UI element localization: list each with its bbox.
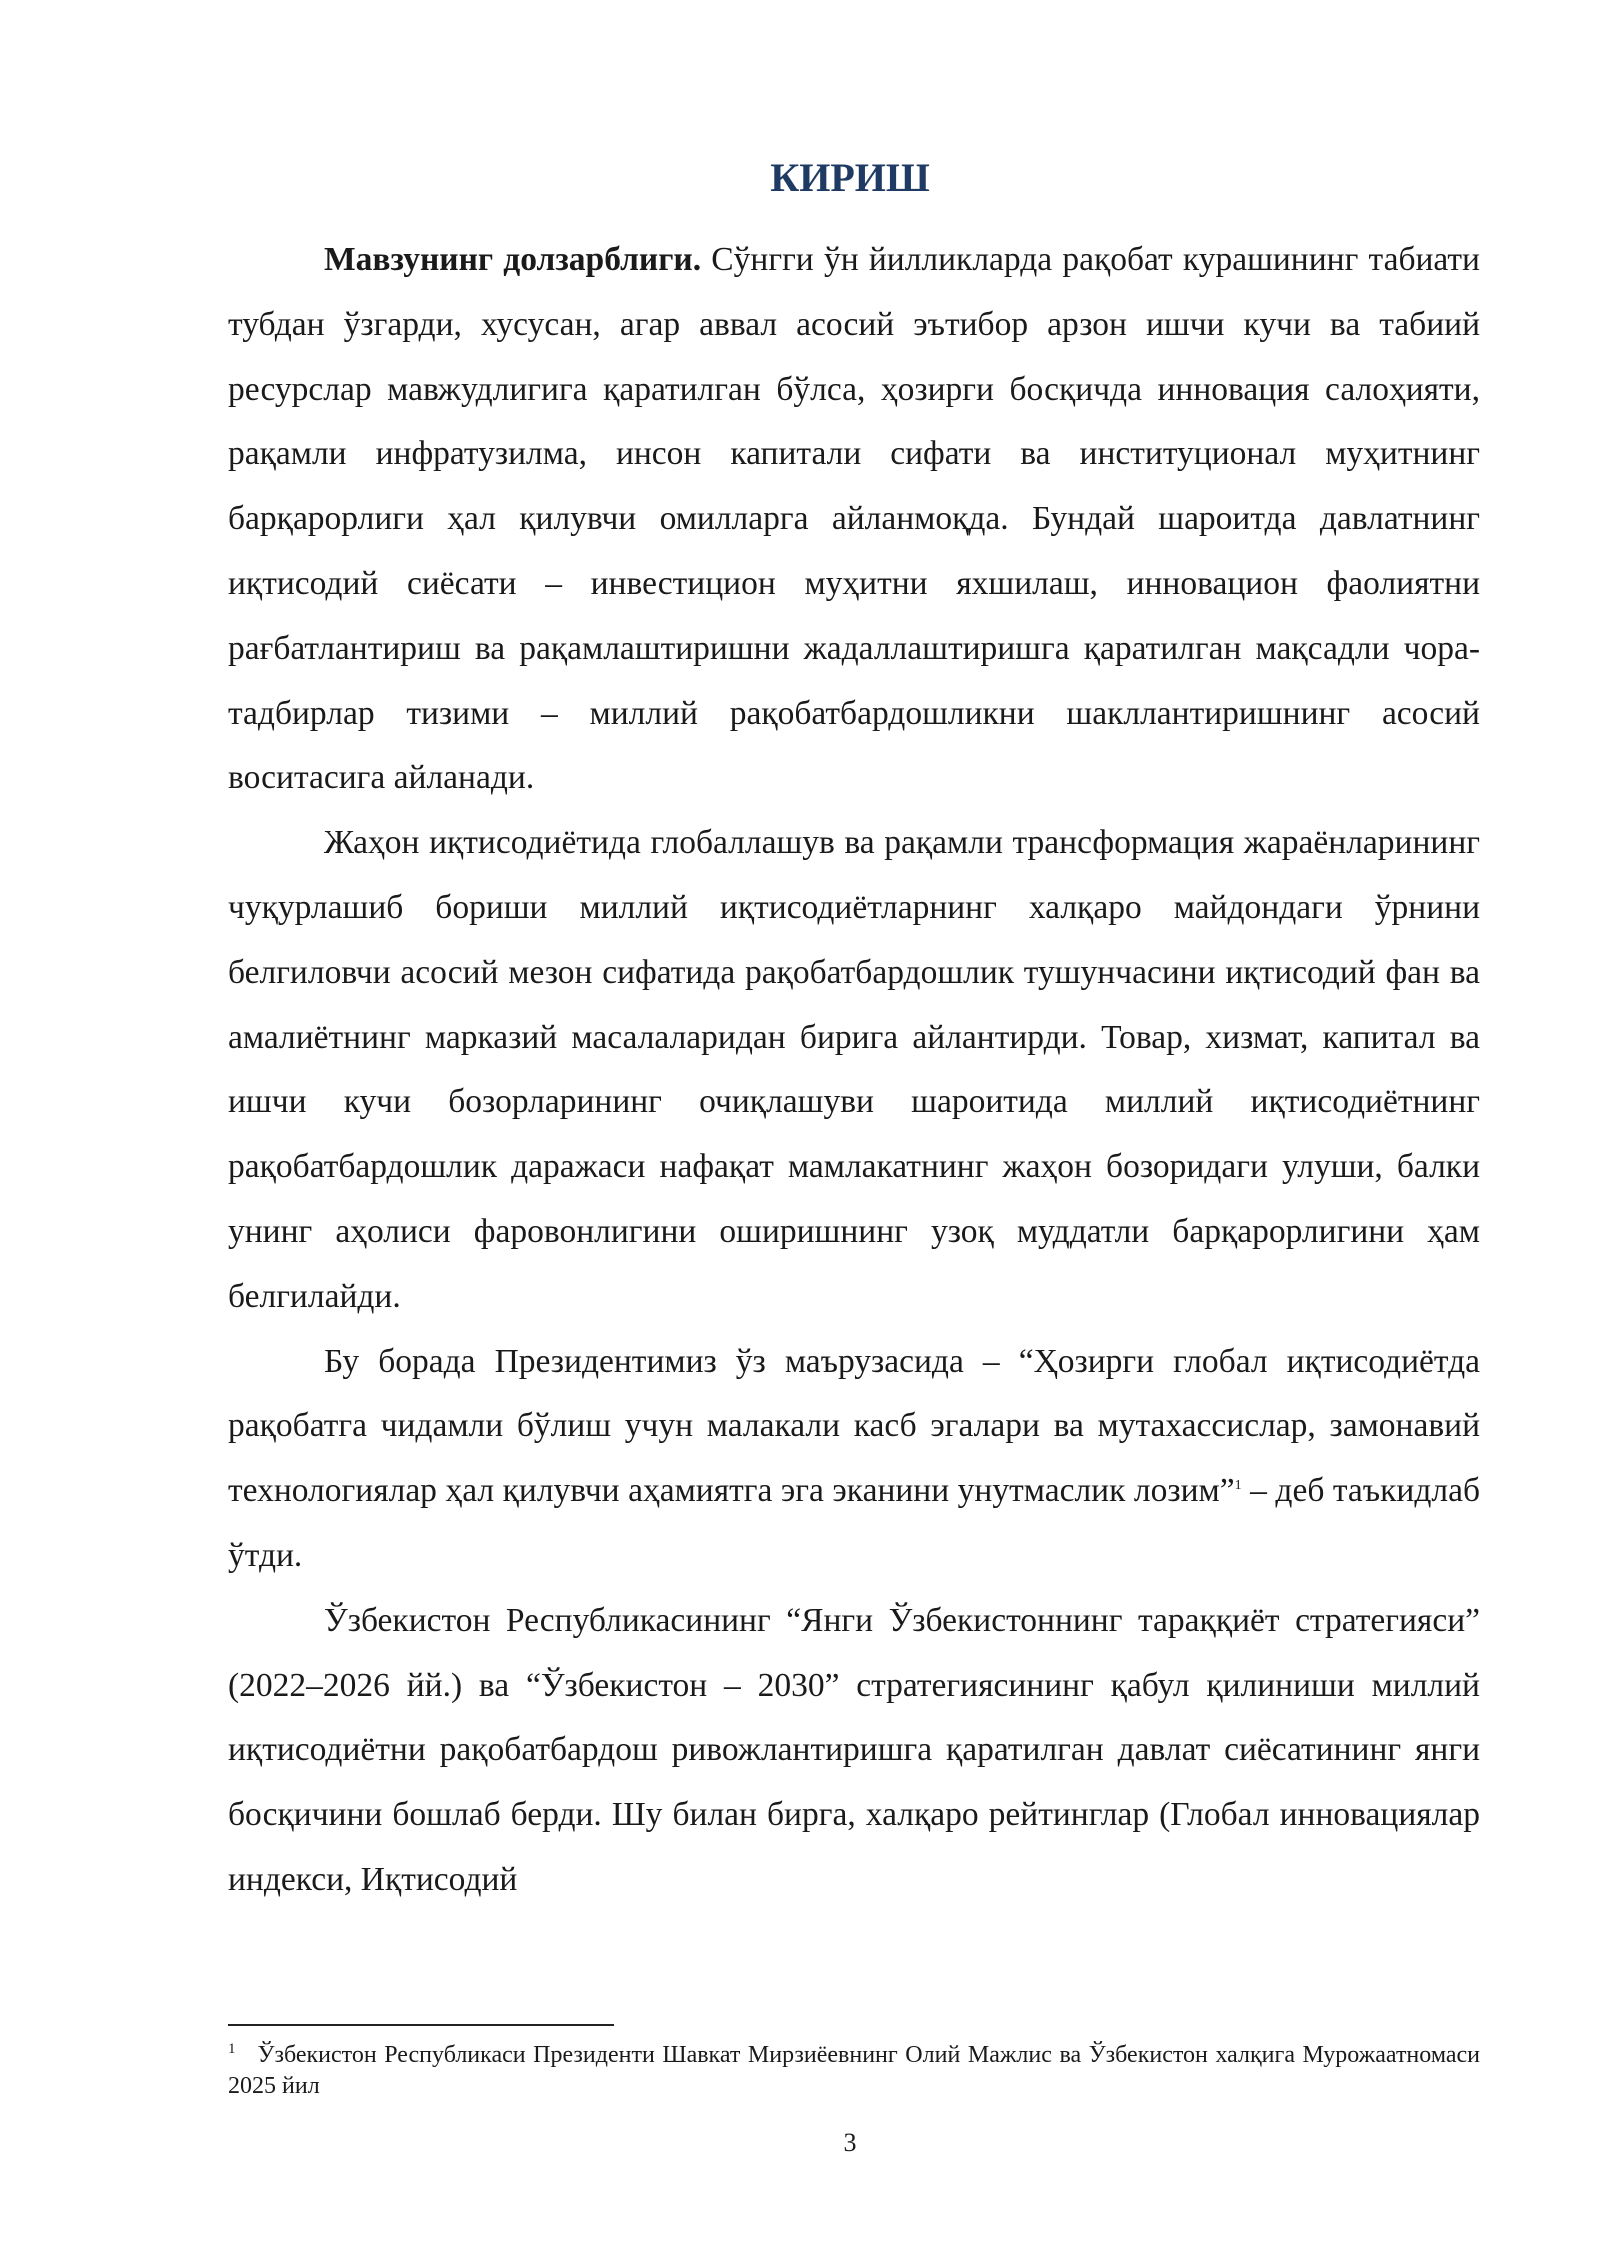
footnote (228, 2040, 1480, 2102)
footnote-mark: 1 (228, 2041, 236, 2057)
paragraph-text: Жаҳон иқтисодиётида глобаллашув ва рақамли трансформация жараёнларининг чуқурлашиб бориши миллий иқтисодиётларнинг халқаро майдондаги ўрнини белгиловчи асосий мезон сифатида рақобатбардошлик тушунчасини иқтисодий фан ва амалиётнинг марказий масалаларидан бирига айлантирди. Товар, хизмат, капитал ва ишчи кучи бозорларининг очиқлашуви шароитида миллий иқтисодиётнинг рақобатбардошлик даражаси нафақат мамлакатнинг жаҳон бозоридаги улуши, балки унинг аҳолиси фаровонлигини оширишнинг узоқ муддатли барқарорлигини ҳам белгилайди. (228, 824, 1480, 1315)
paragraph-text: – деб таъкидлаб ўтди. (228, 1472, 1481, 1574)
paragraph-president-quote (228, 1330, 1480, 1589)
footnote-reference[interactable]: 1 (1234, 1477, 1242, 1493)
paragraph-text: Ўзбекистон Республикасининг “Янги Ўзбекистоннинг тараққиёт стратегияси” (2022–2026 йй.) ва “Ўзбекистон – 2030” стратегиясининг қабул қилиниши миллий иқтисодиётни рақобатбардош ривожлантиришга қаратилган давлат сиёсатининг янги босқичини бошлаб берди. Шу билан бирга, халқаро рейтинглар (Глобал инновациялар индекси, Иқтисодий (228, 1601, 1480, 1898)
body-text (228, 228, 1480, 1913)
paragraph-globalization (228, 811, 1480, 1329)
paragraph-text: Сўнгги ўн йилликларда рақобат курашининг табиати тубдан ўзгарди, хусусан, агар аввал асосий эътибор арзон ишчи кучи ва табиий ресурслар мавжудлигига қаратилган бўлса, ҳозирги босқичда инновация салоҳияти, рақамли инфратузилма, инсон капитали сифати ва институционал муҳитнинг барқарорлиги ҳал қилувчи омилларга айланмоқда. Бундай шароитда давлатнинг иқтисодий сиёсати – инвестицион муҳитни яхшилаш, инновацион фаолиятни рағбатлантириш ва рақамлаштиришни жадаллаштиришга қаратилган мақсадли чора-тадбирлар тизими – миллий рақобатбардошликни шакллантиришнинг асосий воситасига айланади. (228, 241, 1480, 797)
footnote-text: Ўзбекистон Республикаси Президенти Шавкат Мирзиёевнинг Олий Мажлис ва Ўзбекистон халқига Мурожаатномаси 2025 йил (228, 2042, 1480, 2099)
paragraph-relevance (228, 228, 1480, 811)
paragraph-lead: Мавзунинг долзарблиги. (324, 241, 702, 278)
paragraph-text: Бу борада Президентимиз ўз маърузасида – “Ҳозирги глобал иқтисодиётда рақобатга чидамли бўлиш учун малакали касб эгалари ва мутахассислар, замонавий технологиялар ҳал қилувчи аҳамиятга эга эканини унутмаслик лозим” (228, 1342, 1480, 1510)
footnote-separator (228, 2024, 614, 2026)
paragraph-strategy (228, 1589, 1480, 1913)
section-title: КИРИШ (770, 155, 930, 200)
page-number: 3 (843, 2128, 857, 2157)
